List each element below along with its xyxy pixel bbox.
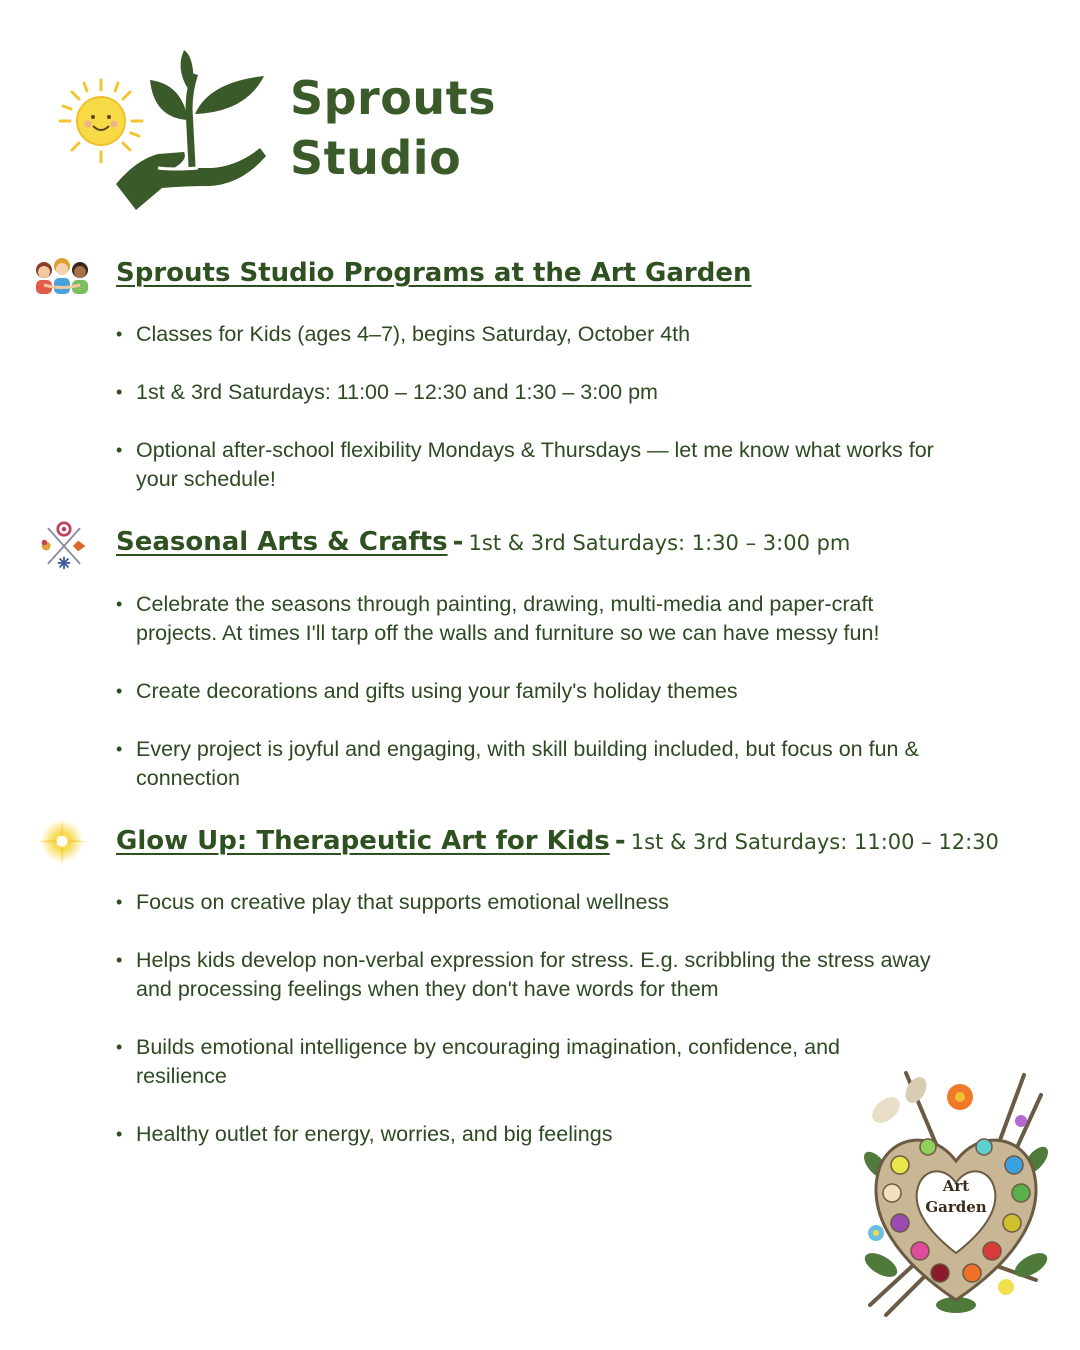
brand-name bbox=[290, 68, 496, 188]
brand-line-2: Studio bbox=[290, 131, 462, 185]
section-3-dash: - bbox=[614, 826, 626, 856]
logo bbox=[56, 46, 496, 216]
section-1-title: Sprouts Studio Programs at the Art Garden bbox=[116, 258, 752, 288]
list-item: • Builds emotional intelligence by encouraging imagination, confidence, and resilience bbox=[116, 1033, 936, 1091]
section-3-heading bbox=[116, 826, 999, 856]
list-item: • Celebrate the seasons through painting, drawing, multi-media and paper-craft projects. At times I'll tarp off the walls and furniture so we can have messy fun! bbox=[116, 590, 936, 648]
sprout-hand-icon bbox=[114, 48, 274, 213]
list-item: • Focus on creative play that supports emotional wellness bbox=[116, 888, 936, 917]
section-2-dash: - bbox=[452, 527, 464, 557]
kids-group-icon bbox=[32, 252, 92, 302]
list-item: • 1st & 3rd Saturdays: 11:00 – 12:30 and 1:30 – 3:00 pm bbox=[116, 378, 936, 407]
section-3-schedule: 1st & 3rd Saturdays: 11:00 – 12:30 bbox=[630, 830, 999, 854]
list-item: • Every project is joyful and engaging, with skill building included, but focus on fun & connection bbox=[116, 735, 936, 793]
list-item: • Classes for Kids (ages 4–7), begins Saturday, October 4th bbox=[116, 320, 936, 349]
section-2-heading bbox=[116, 527, 850, 557]
art-garden-badge bbox=[856, 1065, 1056, 1320]
glow-star-icon bbox=[32, 818, 92, 868]
list-item: • Optional after-school flexibility Mondays & Thursdays — let me know what works for your schedule! bbox=[116, 436, 936, 494]
section-2-list bbox=[116, 590, 936, 822]
list-item: • Healthy outlet for energy, worries, and big feelings bbox=[116, 1120, 936, 1149]
badge-line-2: Garden bbox=[925, 1198, 987, 1216]
section-1-list bbox=[116, 320, 936, 523]
list-item: • Helps kids develop non-verbal expression for stress. E.g. scribbling the stress away and processing feelings when they don't have words for them bbox=[116, 946, 936, 1004]
list-item: • Create decorations and gifts using your family's holiday themes bbox=[116, 677, 936, 706]
badge-line-1: Art bbox=[942, 1177, 970, 1195]
section-2-title: Seasonal Arts & Crafts bbox=[116, 527, 448, 557]
section-3-title: Glow Up: Therapeutic Art for Kids bbox=[116, 826, 610, 856]
section-1-heading bbox=[116, 258, 751, 288]
seasons-icon bbox=[34, 521, 94, 571]
section-3-list bbox=[116, 888, 936, 1178]
section-2-schedule: 1st & 3rd Saturdays: 1:30 – 3:00 pm bbox=[468, 531, 851, 555]
brand-line-1: Sprouts bbox=[290, 71, 496, 125]
